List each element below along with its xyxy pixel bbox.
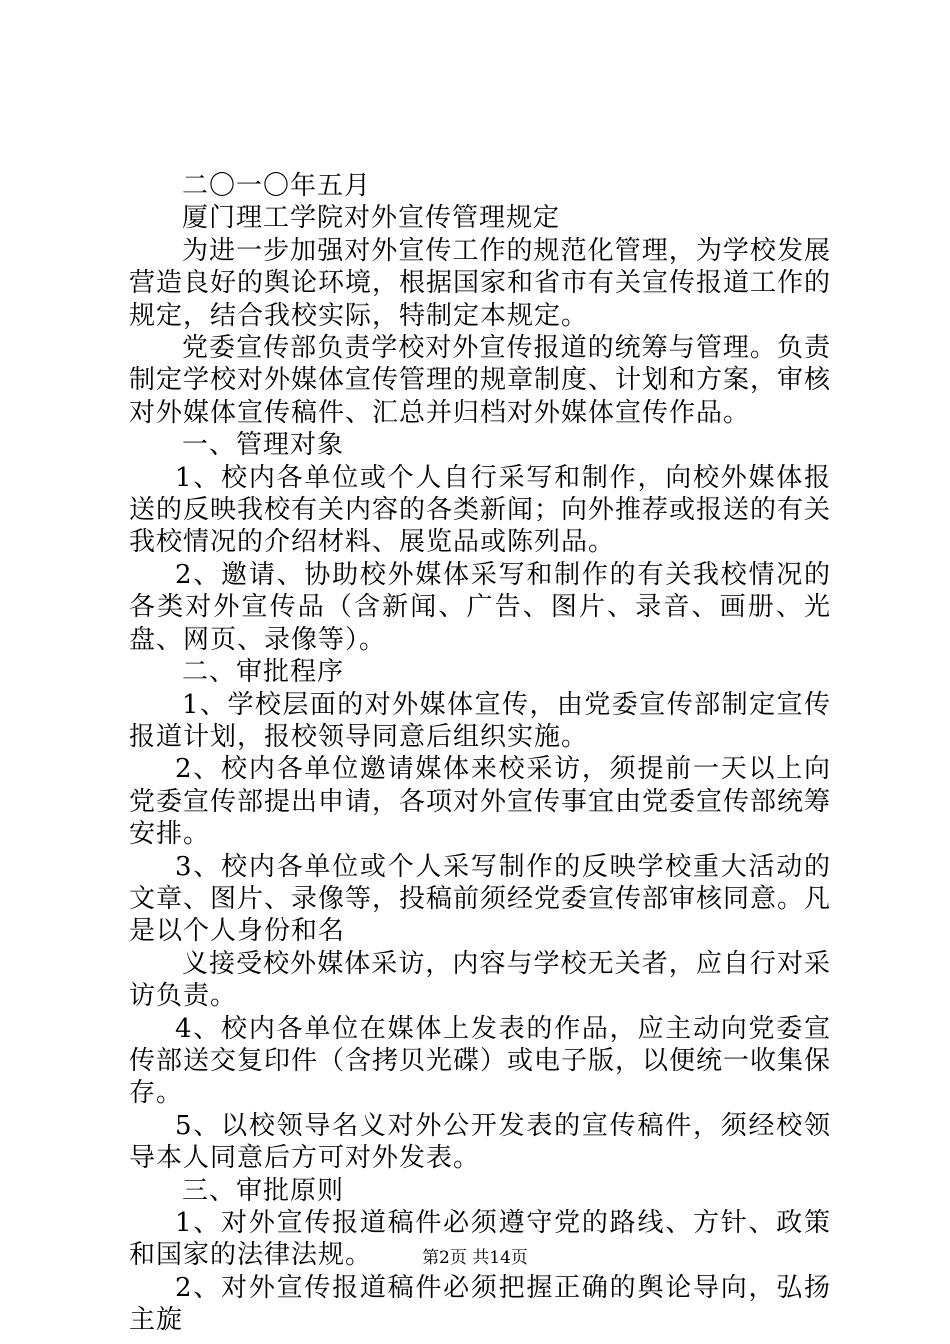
page-footer: [0, 1243, 950, 1268]
section-2-item-3-continued: 义接受校外媒体采访，内容与学校无关者，应自行对采访负责。: [129, 948, 831, 1012]
section-3-item-1: 1、对外宣传报道稿件必须遵守党的路线、方针、政策和国家的法律法规。: [129, 1208, 831, 1271]
page-number: 第2页 共14页: [422, 1248, 528, 1268]
section-2-item-1: 1、学校层面的对外媒体宣传，由党委宣传部制定宣传报道计划，报校领导同意后组织实施。: [129, 689, 831, 752]
section-1-item-2: 2、邀请、协助校外媒体采写和制作的有关我校情况的各类对外宣传品（含新闻、广告、图片、录音、画册、光盘、网页、录像等）。: [129, 559, 831, 655]
date-line: 二〇一〇年五月: [182, 171, 372, 201]
section-2-item-2: 2、校内各单位邀请媒体来校采访，须提前一天以上向党委宣传部提出申请，各项对外宣传事宜由党委宣传部统筹安排。: [129, 754, 832, 850]
document-body: [129, 170, 831, 1337]
section-3-item-2: 2、对外宣传报道稿件必须把握正确的舆论导向，弘扬主旋: [129, 1272, 831, 1336]
section-1-item-1: 1、校内各单位或个人自行采写和制作，向校外媒体报送的反映我校有关内容的各类新闻；向外推荐或报送的有关我校情况的介绍材料、展览品或陈列品。: [129, 462, 832, 558]
paragraph-intro: 为进一步加强对外宣传工作的规范化管理，为学校发展营造良好的舆论环境，根据国家和省市有关宣传报道工作的规定，结合我校实际，特制定本规定。: [129, 235, 832, 331]
section-heading-2: 二、审批程序: [182, 657, 345, 688]
section-2-item-4: 4、校内各单位在媒体上发表的作品，应主动向党委宣传部送交复印件（含拷贝光碟）或电子版，以便统一收集保存。: [129, 1013, 832, 1109]
section-heading-1: 一、管理对象: [182, 430, 345, 461]
paragraph-department: 党委宣传部负责学校对外宣传报道的统筹与管理。负责制定学校对外媒体宣传管理的规章制度、计划和方案，审核对外媒体宣传稿件、汇总并归档对外媒体宣传作品。: [129, 333, 832, 428]
section-2-item-3: 3、校内各单位或个人采写制作的反映学校重大活动的文章、图片、录像等，投稿前须经党委宣传部审核同意。凡是以个人身份和名: [129, 851, 832, 947]
section-2-item-5: 5、以校领导名义对外公开发表的宣传稿件，须经校领导本人同意后方可对外发表。: [129, 1110, 831, 1174]
section-heading-3: 三、审批原则: [182, 1175, 345, 1206]
document-title: 厦门理工学院对外宣传管理规定: [182, 203, 561, 234]
